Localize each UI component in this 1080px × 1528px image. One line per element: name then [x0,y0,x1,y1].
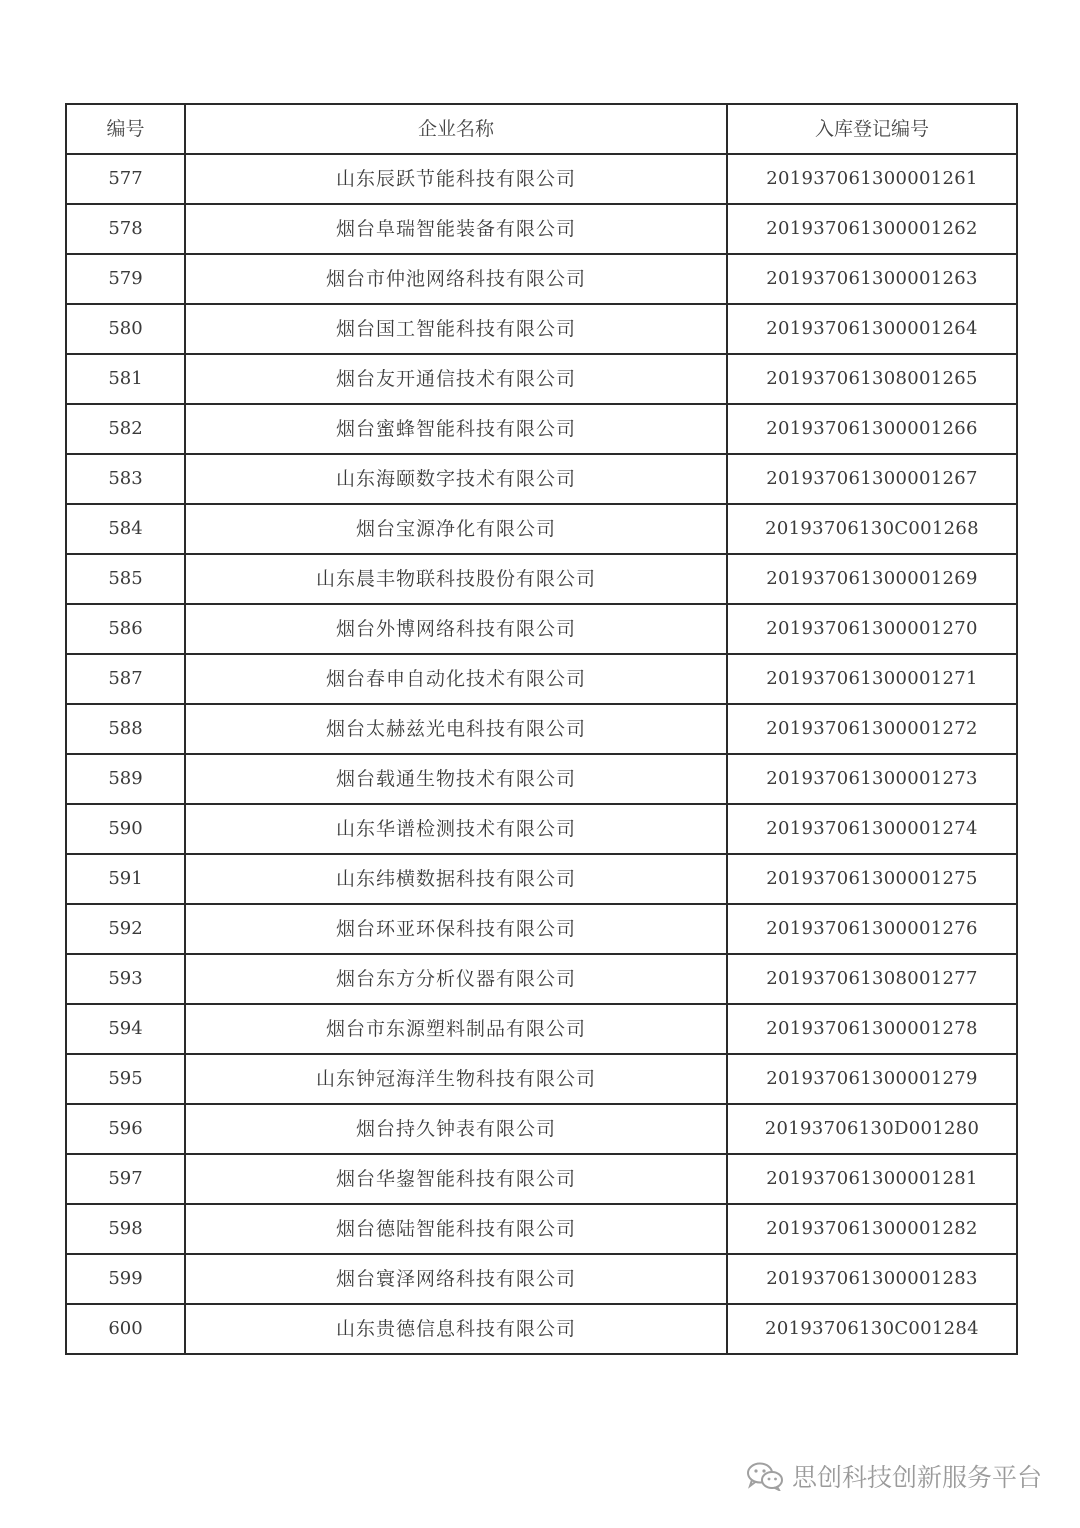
registration-number: 201937061300001264 [727,304,1017,354]
table-row [66,554,1017,604]
registration-number: 20193706130C001284 [727,1304,1017,1354]
company-name: 烟台持久钟表有限公司 [185,1104,727,1154]
registration-number: 201937061300001274 [727,804,1017,854]
registration-number: 201937061300001261 [727,154,1017,204]
table-row [66,804,1017,854]
table-row [66,704,1017,754]
row-number: 593 [66,954,185,1004]
row-number: 592 [66,904,185,954]
row-number: 591 [66,854,185,904]
row-number: 589 [66,754,185,804]
company-name: 烟台市仲池网络科技有限公司 [185,254,727,304]
table-row [66,604,1017,654]
registration-number: 201937061300001281 [727,1154,1017,1204]
table-row [66,1004,1017,1054]
registration-number: 201937061308001265 [727,354,1017,404]
table-row [66,304,1017,354]
table-header-row [66,104,1017,154]
table-row [66,1254,1017,1304]
row-number: 579 [66,254,185,304]
row-number: 587 [66,654,185,704]
table-row [66,1104,1017,1154]
registration-number: 201937061300001271 [727,654,1017,704]
registration-number: 201937061300001282 [727,1204,1017,1254]
row-number: 582 [66,404,185,454]
row-number: 580 [66,304,185,354]
registry-table-container [65,103,1016,1355]
company-name: 烟台宝源净化有限公司 [185,504,727,554]
company-name: 山东晨丰物联科技股份有限公司 [185,554,727,604]
registration-number: 201937061300001283 [727,1254,1017,1304]
registration-number: 201937061300001275 [727,854,1017,904]
company-name: 山东纬横数据科技有限公司 [185,854,727,904]
header-registration-number: 入库登记编号 [727,104,1017,154]
registration-number: 201937061300001266 [727,404,1017,454]
registration-number: 201937061300001278 [727,1004,1017,1054]
registration-number: 201937061300001272 [727,704,1017,754]
company-name: 山东辰跃节能科技有限公司 [185,154,727,204]
table-row [66,954,1017,1004]
watermark-text: 思创科技创新服务平台 [791,1463,1042,1492]
table-row [66,504,1017,554]
company-name: 烟台环亚环保科技有限公司 [185,904,727,954]
table-row [66,904,1017,954]
header-company-name: 企业名称 [185,104,727,154]
table-row [66,1154,1017,1204]
row-number: 597 [66,1154,185,1204]
company-name: 烟台德陆智能科技有限公司 [185,1204,727,1254]
registration-number: 201937061308001277 [727,954,1017,1004]
company-name: 烟台东方分析仪器有限公司 [185,954,727,1004]
company-name: 烟台国工智能科技有限公司 [185,304,727,354]
row-number: 585 [66,554,185,604]
table-row [66,654,1017,704]
row-number: 598 [66,1204,185,1254]
row-number: 596 [66,1104,185,1154]
table-row [66,854,1017,904]
company-name: 山东海颐数字技术有限公司 [185,454,727,504]
registry-table [65,103,1018,1355]
company-name: 烟台寰泽网络科技有限公司 [185,1254,727,1304]
wechat-icon [746,1461,784,1491]
table-row [66,454,1017,504]
company-name: 烟台友开通信技术有限公司 [185,354,727,404]
registration-number: 20193706130C001268 [727,504,1017,554]
table-row [66,1204,1017,1254]
table-row [66,404,1017,454]
row-number: 584 [66,504,185,554]
row-number: 577 [66,154,185,204]
table-row [66,254,1017,304]
row-number: 588 [66,704,185,754]
registration-number: 201937061300001267 [727,454,1017,504]
registration-number: 201937061300001276 [727,904,1017,954]
row-number: 578 [66,204,185,254]
registration-number: 201937061300001263 [727,254,1017,304]
company-name: 山东钟冠海洋生物科技有限公司 [185,1054,727,1104]
row-number: 581 [66,354,185,404]
row-number: 599 [66,1254,185,1304]
registration-number: 201937061300001279 [727,1054,1017,1104]
registration-number: 201937061300001273 [727,754,1017,804]
row-number: 583 [66,454,185,504]
table-body [66,154,1017,1354]
company-name: 山东华谱检测技术有限公司 [185,804,727,854]
header-number: 编号 [66,104,185,154]
registration-number: 201937061300001269 [727,554,1017,604]
company-name: 烟台载通生物技术有限公司 [185,754,727,804]
company-name: 山东贵德信息科技有限公司 [185,1304,727,1354]
company-name: 烟台春申自动化技术有限公司 [185,654,727,704]
registration-number: 20193706130D001280 [727,1104,1017,1154]
table-row [66,1304,1017,1354]
row-number: 594 [66,1004,185,1054]
registration-number: 201937061300001262 [727,204,1017,254]
company-name: 烟台市东源塑料制品有限公司 [185,1004,727,1054]
row-number: 586 [66,604,185,654]
row-number: 590 [66,804,185,854]
table-row [66,754,1017,804]
company-name: 烟台外博网络科技有限公司 [185,604,727,654]
company-name: 烟台阜瑞智能装备有限公司 [185,204,727,254]
row-number: 595 [66,1054,185,1104]
table-row [66,1054,1017,1104]
registration-number: 201937061300001270 [727,604,1017,654]
row-number: 600 [66,1304,185,1354]
table-row [66,154,1017,204]
company-name: 烟台蜜蜂智能科技有限公司 [185,404,727,454]
watermark [746,1458,1042,1494]
table-row [66,204,1017,254]
company-name: 烟台太赫兹光电科技有限公司 [185,704,727,754]
table-row [66,354,1017,404]
company-name: 烟台华鋆智能科技有限公司 [185,1154,727,1204]
